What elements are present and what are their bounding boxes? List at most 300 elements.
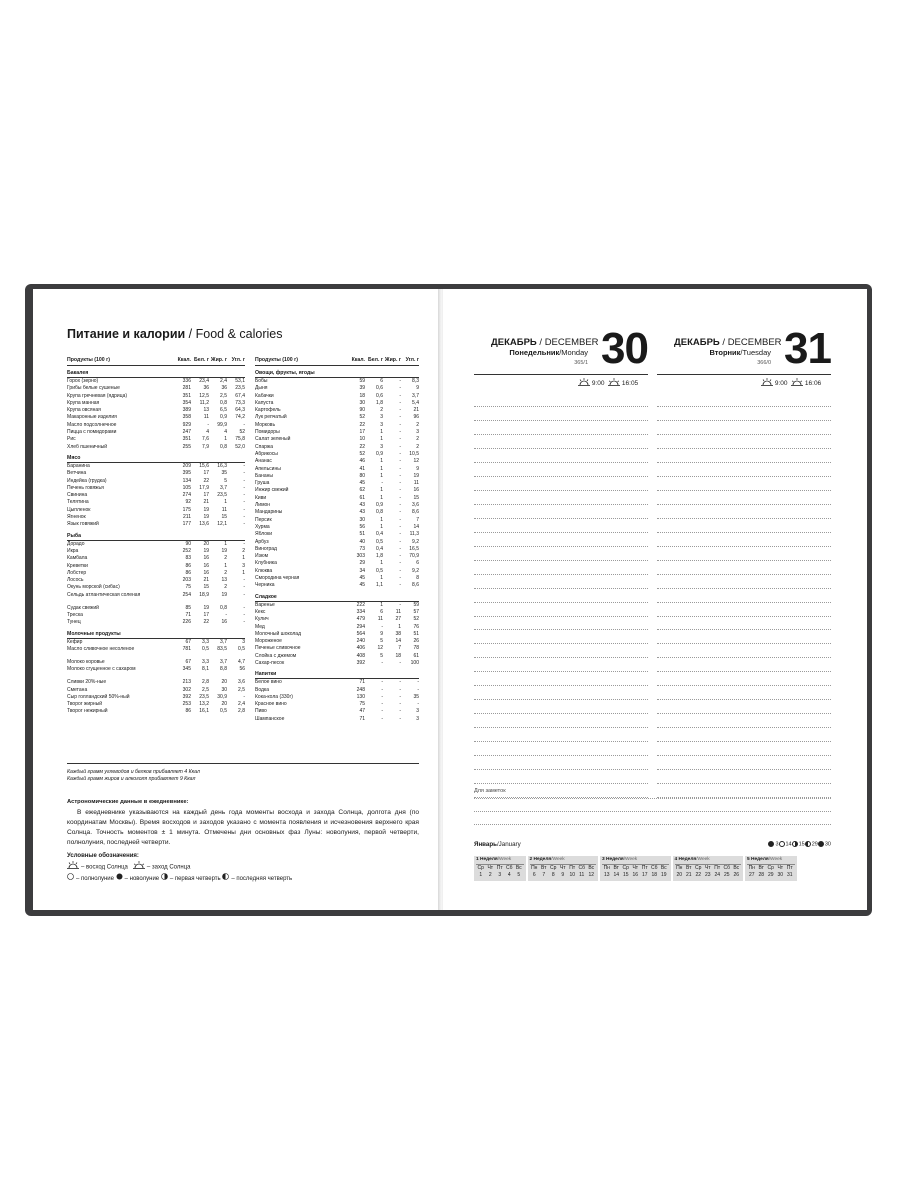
calendar-date[interactable]: 7 [542,872,546,878]
food-value: 2,8 [238,708,245,715]
food-value: 51 [413,630,419,637]
calendar-date[interactable]: 13 [603,872,610,878]
table-row [255,473,419,480]
writing-line[interactable] [657,421,831,435]
writing-line[interactable] [474,603,648,617]
food-name: Лосось [67,577,84,584]
food-value: - [225,612,227,619]
sunrise-icon [578,378,590,388]
food-name: Ананас [255,458,272,465]
table-row [255,645,419,652]
table-row [67,639,245,646]
new-moon-icon [116,873,123,884]
food-name: Мандарины [255,509,283,516]
food-value: 9,2 [412,538,419,545]
food-value: 8,6 [412,582,419,589]
writing-line[interactable] [474,519,648,533]
calendar-date[interactable]: 14 [613,872,620,878]
food-value: 39 [359,385,365,392]
table-row [67,687,245,694]
right-page [443,289,867,910]
food-name: Треска [67,612,83,619]
food-value: - [243,521,245,528]
weekday: Сб [723,865,730,871]
writing-line[interactable] [657,407,831,421]
calendar-date[interactable]: 11 [579,872,585,878]
food-value: 13 [203,407,209,414]
writing-line[interactable] [474,728,648,742]
food-value: - [399,378,401,384]
food-value: - [399,686,401,693]
food-value: 5 [380,652,383,659]
food-value: 13,6 [199,521,209,528]
food-value: 23,5 [217,492,227,499]
calendar-week [745,856,797,881]
writing-line[interactable] [474,547,648,561]
calendar-date[interactable]: 2 [488,872,492,878]
food-value: 3 [416,708,419,715]
food-value: 16 [413,487,419,494]
food-value: 83,5 [217,645,227,652]
weekday-row [476,865,524,872]
writing-line[interactable] [474,617,648,631]
food-value: 351 [182,436,191,443]
writing-line[interactable] [474,505,648,519]
table-row [67,701,245,708]
food-value: 22 [203,477,209,484]
food-value: 46 [359,458,365,465]
writing-line[interactable] [657,700,831,714]
table-row [255,378,419,385]
calendar-date[interactable]: 4 [507,872,511,878]
food-value: 3 [416,429,419,436]
writing-line[interactable] [657,742,831,756]
food-name: Кабачки [255,392,274,399]
writing-lines-31[interactable] [657,393,831,798]
weekday: Вт [758,865,764,871]
food-name: Сыр голландский 50%-ный [67,693,130,700]
writing-line[interactable] [657,491,831,505]
notes-label: Для заметок [474,786,831,799]
food-name: Морковь [255,421,276,428]
table-row [67,659,245,666]
calendar-date[interactable]: 19 [660,872,667,878]
full-moon-icon [67,873,74,884]
table-row [255,393,419,400]
writing-line[interactable] [474,435,648,449]
weekday: Ср [550,865,557,871]
calendar-date[interactable]: 30 [777,872,784,878]
moon-phase-day: 15 [798,841,805,848]
moon-phase-day: 30 [824,841,831,848]
food-name: Масло сливочное несоленое [67,645,135,652]
calendar-date[interactable]: 1 [479,872,483,878]
food-value: 302 [182,686,191,693]
table-row [255,616,419,623]
food-value: - [399,553,401,560]
writing-line[interactable] [474,644,648,658]
food-value: 392 [356,659,365,666]
calendar-date[interactable]: 21 [685,872,692,878]
writing-line[interactable] [474,700,648,714]
food-value: - [399,531,401,538]
table-row [67,563,245,570]
food-value: - [399,429,401,436]
food-value: 51 [359,531,365,538]
calendar-date[interactable]: 3 [498,872,502,878]
food-value: 1,8 [376,553,383,560]
food-value: 19 [203,506,209,513]
food-value: - [399,392,401,399]
food-value: 8,3 [412,378,419,384]
food-value: 7 [398,645,401,652]
food-value: 75 [185,584,191,591]
food-value: 358 [182,414,191,421]
table-row [67,605,245,612]
calendar-date[interactable]: 27 [748,872,755,878]
column-header: Жир. г [384,357,401,363]
food-value: 38 [395,630,401,637]
calendar-date[interactable]: 12 [588,872,595,878]
food-value: 10 [359,436,365,443]
writing-line[interactable] [657,714,831,728]
calendar-date[interactable]: 31 [786,872,793,878]
left-page [33,289,441,910]
table-row [255,694,419,701]
calendar-date[interactable]: 6 [532,872,536,878]
week-label-en: /Week [497,857,512,862]
food-value: 61 [413,652,419,659]
calendar-date[interactable]: 8 [551,872,555,878]
writing-line[interactable] [474,575,648,589]
week-label-en: /Week [551,857,565,862]
writing-line[interactable] [474,449,648,463]
food-value: 75 [359,701,365,708]
table-row [67,592,245,605]
food-value: 19 [203,547,209,554]
table-row [67,507,245,514]
calendar-date[interactable]: 10 [569,872,576,878]
writing-line[interactable] [474,630,648,644]
food-value: 8,8 [220,666,227,673]
weekday: Пт [714,865,721,871]
writing-line[interactable] [474,742,648,756]
writing-line[interactable] [657,561,831,575]
food-value: 16,3 [217,462,227,469]
food-name: Инжир свежий [255,487,289,494]
table-row [255,602,419,609]
writing-line[interactable] [474,463,648,477]
writing-line[interactable] [657,519,831,533]
writing-line[interactable] [657,644,831,658]
writing-line[interactable] [657,463,831,477]
food-value: 57 [413,608,419,615]
food-value: - [243,584,245,591]
food-value: 86 [185,708,191,715]
weekday: Чт [632,865,639,871]
food-value: - [399,538,401,545]
food-value: 0,8 [220,399,227,406]
food-value: 43 [359,509,365,516]
food-value: - [243,492,245,499]
writing-line[interactable] [657,435,831,449]
writing-line[interactable] [474,477,648,491]
food-value: 16 [221,619,227,626]
food-value: 23,5 [235,385,245,392]
writing-line[interactable] [657,589,831,603]
writing-line[interactable] [657,547,831,561]
writing-line[interactable] [474,407,648,421]
food-value: 21 [203,499,209,506]
food-value: 78 [413,645,419,652]
writing-line[interactable] [657,477,831,491]
writing-line[interactable] [474,770,648,784]
week-label [602,857,669,865]
food-value: 9 [416,385,419,392]
astro-info: Астрономические данные в ежедневнике: В ежедневнике указываются на каждый день года моменты восхода и захода Солнца, долгота дня (по координатам Москвы). Время восходов и заходов указано с момента появления и исчезновения верхнего края Солнца. Точность моментов ± 1 минута. Отмечены дни основных фаз Луны: новолуния, первой четверти, полнолуния, последней четверти. [67,799,419,846]
writing-line[interactable] [657,770,831,784]
food-value: 3,6 [238,679,245,686]
food-value: 20 [221,701,227,708]
food-value: 1 [224,499,227,506]
writing-line[interactable] [474,589,648,603]
writing-lines-30[interactable] [474,393,648,798]
food-value: 255 [182,443,191,450]
food-table-column-1 [67,355,245,716]
table-row [67,378,245,385]
food-value: 0,5 [376,567,383,574]
writing-line[interactable] [657,505,831,519]
food-value: - [399,701,401,708]
food-value: 1 [380,429,383,436]
food-value: - [399,659,401,666]
writing-line[interactable] [474,421,648,435]
food-value: 2,4 [220,378,227,384]
table-row [255,429,419,436]
writing-line[interactable] [474,672,648,686]
food-value: 2,8 [202,679,209,686]
column-header: Продукты (100 г) [67,357,110,363]
weekday: Ср [767,865,774,871]
food-value: 11 [413,480,419,487]
table-row [255,422,419,429]
table-section-title: Рыба [67,533,245,541]
food-name: Клюква [255,567,273,574]
calendar-date[interactable]: 17 [641,872,648,878]
writing-line[interactable] [474,714,648,728]
food-value: 15,6 [199,462,209,469]
food-value: 36 [221,385,227,392]
food-value: 294 [356,623,365,630]
food-value: 16,5 [409,545,419,552]
writing-line[interactable] [657,533,831,547]
food-value: 53,1 [235,378,245,384]
food-value: 20 [221,679,227,686]
food-value: 0,6 [376,392,383,399]
food-value: 7,9 [202,443,209,450]
food-value: 18 [359,392,365,399]
food-value: - [399,458,401,465]
food-value: 30,9 [217,693,227,700]
food-value: 2 [224,555,227,562]
calendar-date[interactable]: 18 [651,872,658,878]
week-number: 5 Неделя [747,857,769,862]
table-row [67,485,245,492]
calendar-date[interactable]: 26 [733,872,740,878]
food-value: - [381,693,383,700]
calendar-date[interactable]: 5 [517,872,521,878]
writing-line[interactable] [474,491,648,505]
food-value: 19 [221,591,227,598]
food-value: 1,8 [376,399,383,406]
calendar-date[interactable]: 9 [561,872,565,878]
food-value: - [399,575,401,582]
food-value: 175 [182,506,191,513]
food-name: Арбуз [255,538,269,545]
food-name: Творог жирный [67,701,103,708]
table-row [255,531,419,538]
calendar-date[interactable]: 29 [767,872,774,878]
food-value: 23,4 [199,378,209,384]
table-row [67,470,245,477]
food-name: Клубника [255,560,277,567]
food-value: 8 [416,575,419,582]
calendar-date[interactable]: 16 [632,872,639,878]
moon-phase-icon [779,841,785,847]
table-row [255,509,419,516]
food-value: 209 [182,462,191,469]
food-value: 45 [359,575,365,582]
writing-line[interactable] [657,756,831,770]
food-value: - [243,462,245,469]
table-row [67,393,245,400]
food-value: 354 [182,399,191,406]
calendar-date[interactable]: 24 [714,872,721,878]
writing-line[interactable] [657,672,831,686]
food-value: 35 [413,693,419,700]
food-value: 1 [380,523,383,530]
calendar-date[interactable]: 22 [695,872,702,878]
writing-line[interactable] [657,603,831,617]
food-value: 100 [410,659,419,666]
food-value: 1 [398,623,401,630]
food-value: 1 [380,516,383,523]
calendar-date[interactable]: 25 [723,872,730,878]
food-value: 9 [380,630,383,637]
writing-line[interactable] [657,575,831,589]
writing-line[interactable] [657,686,831,700]
writing-line[interactable] [657,630,831,644]
food-value: - [399,567,401,574]
writing-line[interactable] [657,449,831,463]
food-value: - [243,421,245,428]
food-value: 19 [413,472,419,479]
food-name: Виноград [255,545,277,552]
table-section-title: Овощи, фрукты, ягоды [255,370,419,378]
food-name: Хлеб пшеничный [67,443,108,450]
food-value: 67 [185,658,191,665]
food-value: 12,5 [199,392,209,399]
food-value: 11 [203,414,209,421]
food-value: 67,4 [235,392,245,399]
food-name: Изюм [255,553,269,560]
food-name: Груша [255,480,270,487]
week-label [476,857,524,865]
weekday: Ср [477,865,484,871]
food-name: Лук репчатый [255,414,287,421]
food-value: 16 [203,569,209,576]
writing-line[interactable] [657,728,831,742]
writing-line[interactable] [474,686,648,700]
moon-phases [768,841,831,847]
writing-line[interactable] [657,617,831,631]
weekday: Вс [588,865,595,871]
food-name: Тунец [67,619,81,626]
calendar-date[interactable]: 23 [704,872,711,878]
table-row [255,495,419,502]
food-value: 45 [359,480,365,487]
calendar-date[interactable]: 20 [676,872,683,878]
writing-line[interactable] [474,658,648,672]
food-value: - [399,708,401,715]
food-name: Кефир [67,638,83,645]
food-value: - [381,701,383,708]
weekday: Чт [704,865,711,871]
legend: Условные обозначения: – восход Солнца – заход Солнца – полнолуние – новолуние – первая четверть – последняя четверть [67,853,293,883]
table-header [67,355,245,366]
table-row [255,385,419,392]
food-value: 18,9 [199,591,209,598]
food-name: Хурма [255,523,270,530]
food-name: Мед [255,623,265,630]
table-row [67,548,245,555]
food-name: Сливки 20%-ные [67,679,107,686]
weekday-row [675,865,742,872]
food-name: Варенье [255,601,275,608]
calendar-date[interactable]: 15 [622,872,629,878]
week-label [675,857,742,865]
weekday: Сб [578,865,585,871]
writing-line[interactable] [474,756,648,770]
food-name: Горох (зерно) [67,378,99,384]
writing-line[interactable] [474,533,648,547]
writing-line[interactable] [657,658,831,672]
moon-phase-icon [792,841,798,847]
writing-line[interactable] [657,393,831,407]
food-value: - [417,686,419,693]
food-value: 96 [413,414,419,421]
food-name: Макаронные изделия [67,414,117,421]
date-row [602,872,669,879]
writing-line[interactable] [474,393,648,407]
food-value: 10,5 [409,450,419,457]
food-name: Помидоры [255,429,280,436]
food-name: Рис [67,436,76,443]
food-value: 1 [380,575,383,582]
food-value: - [243,484,245,491]
writing-line[interactable] [474,561,648,575]
calendar-date[interactable]: 28 [758,872,765,878]
calendar-week [673,856,744,881]
food-value: 222 [356,601,365,608]
notes-area[interactable] [474,786,831,825]
food-value: - [243,506,245,513]
sun-times-31: 9:00 16:06 [761,378,821,388]
food-value: - [381,480,383,487]
table-row [255,660,419,667]
food-name: Творог нежирный [67,708,108,715]
divider [657,374,831,375]
